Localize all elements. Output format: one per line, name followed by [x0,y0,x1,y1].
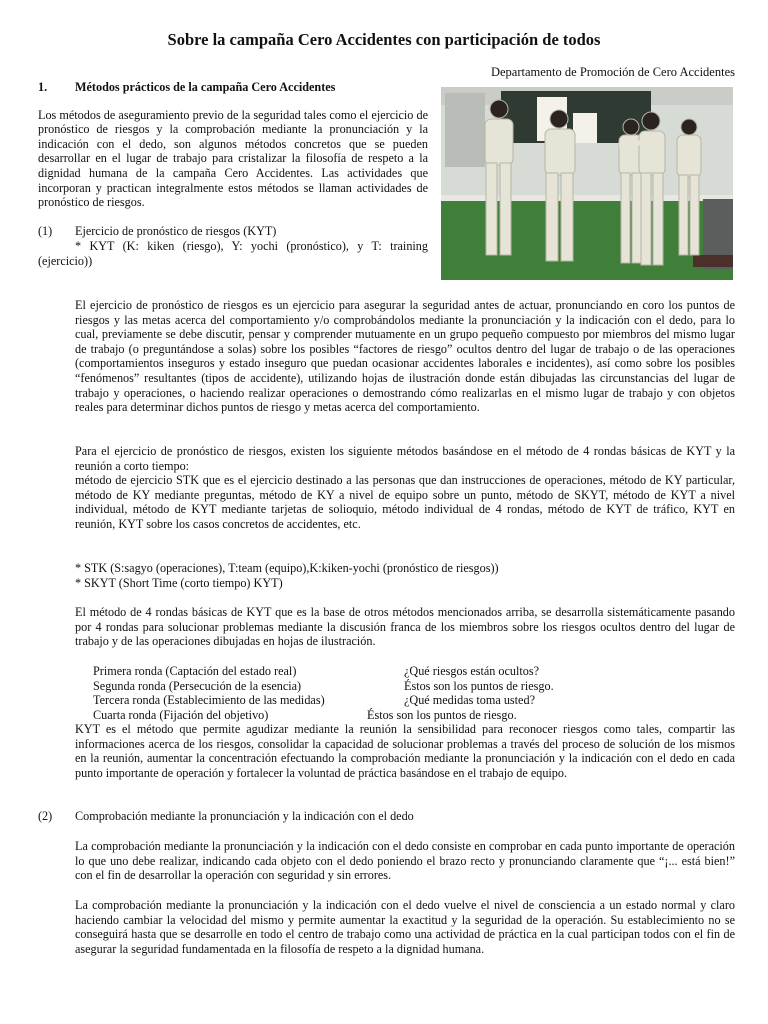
stk-note: * STK (S:sagyo (operaciones), T:team (equipo),K:kiken-yochi (pronóstico de riesgos)) [75,561,499,575]
subsection-title: Ejercicio de pronóstico de riesgos (KYT) [75,224,277,239]
round-answer: Éstos son los puntos de riesgo. [404,678,554,693]
round-answer: ¿Qué medidas toma usted? [404,693,535,708]
subsection-number: (2) [38,809,53,823]
left-column [38,80,428,268]
list-item [93,693,613,708]
paragraph-text: Para el ejercicio de pronóstico de riesgos, existen los siguiente métodos basándose en el método de 4 rondas básicas de KYT y la reunión a corto tiempo: [75,444,735,473]
paragraph-pointing-definition [75,839,735,883]
paragraph-methods [75,444,735,532]
notes-block [75,561,735,590]
department-name: Departamento de Promoción de Cero Accidentes [490,65,735,79]
round-name: Segunda ronda (Persecución de la esencia) [93,678,302,693]
subsection-1-heading [38,224,428,239]
section-1-intro: Los métodos de aseguramiento previo de la seguridad tales como el ejercicio de pronóstico de riesgos y la comprobación mediante la pronunciación y la indicación con el dedo, son algunos métodos concretos que se pueden desarrollar en el lugar de trabajo para cristalizar la filosofía de respeto a la dignidad humana de la campaña Cero Accidentes. Las actividades que incorporan y practican integralmente estos métodos se llaman actividades de pronóstico de riesgos. [38,107,428,210]
paragraph-text: KYT es el método que permite agudizar mediante la reunión la sensibilidad para reconocer riesgos como tales, compartir las informaciones acerca de los riesgos, consolidar la capacidad de solucionar problemas a través del proceso de solución de los mismos en la reunión, aumentar la concentración efectuando la comprobación mediante la pronunciación y la indicación con el dedo en cada punto importante de operación y fortalecer la voluntad de práctica basándose en el trabajo de equipo. [75,722,735,780]
paragraph-kyt-benefits [75,722,735,780]
kyt-note: * KYT (K: kiken (riesgo), Y: yochi (pronóstico), y T: training (ejercicio)) [38,238,428,268]
skyt-note: * SKYT (Short Time (corto tiempo) KYT) [75,575,283,590]
list-item [93,664,613,679]
paragraph-four-rounds [75,605,735,649]
round-name: Cuarta ronda (Fijación del objetivo) [93,707,269,722]
subsection-title: Comprobación mediante la pronunciación y la indicación con el dedo [75,809,414,823]
section-number: 1. [38,80,48,94]
round-answer: Éstos son los puntos de riesgo. [367,707,517,722]
round-name: Tercera ronda (Establecimiento de las medidas) [93,693,325,708]
section-1-heading [38,80,428,95]
rounds-list [93,664,613,722]
paragraph-text: El ejercicio de pronóstico de riesgos es un ejercicio para asegurar la seguridad antes de actuar, pronunciando en coro los puntos de riesgos y las metas acerca del comportamiento y/o comprobándolos mediante la pronunciación y la indicación con el dedo, para lo cual, previamente se debe discutir, pensar y comprender mutuamente en un grupo pequeño compuesto por miembros del mismo lugar de trabajo (o preguntándose a solas) sobre los posibles “factores de riesgo” ocultos dentro del lugar de trabajo o de las operaciones (comportamientos inseguros y estado inseguro que puedan ocasionar accidentes laborales e incidentes), así como sobre los posibles “fenómenos” resultantes (tipos de accidente), utilizando hojas de ilustración donde están dibujadas las circunstancias del lugar de trabajo y operaciones, o haciendo realizar operaciones o demostrando cómo realizarlas en el mismo lugar de trabajo y con objetos reales para determinar dichos puntos de riesgo y metas acerca del comportamiento. [75,298,735,415]
list-item [93,708,613,723]
subsection-2-heading [38,809,414,824]
paragraph-kyt-definition [75,298,735,415]
paragraph-text: método de ejercicio STK que es el ejercicio destinado a las personas que dan instrucciones de operaciones, método de KY particular, método de KY mediante preguntas, método de KY a nivel de equipo sobre un punto, método de SKYT, método de KYT a nivel individual, método de KYT mediante tarjetas de solioquio, método individual de 4 rondas, método de KYT de tráfico, KYT en reunión, KYT sobre los casos concretos de accidentes, etc. [75,473,735,531]
section-title: Métodos prácticos de la campaña Cero Accidentes [75,80,336,94]
round-name: Primera ronda (Captación del estado real) [93,664,297,678]
paragraph-text: La comprobación mediante la pronunciación y la indicación con el dedo consiste en comprobar en cada punto importante de operación lo que uno debe realizar, indicando cada objeto con el dedo poniendo el brazo recto y pronunciando claramente que “¡... está bien!” con el fin de desarrollar la operación con seguridad y sin errores. [75,839,735,883]
paragraph-text: El método de 4 rondas básicas de KYT que es la base de otros métodos mencionados arriba, se desarrolla sistemáticamente pasando por 4 rondas para solucionar problemas mediante la discusión franca de los miembros sobre los riesgos ocultos dentro del lugar de trabajo y de las operaciones dibujadas en hojas de ilustración. [75,605,735,649]
paragraph-text: La comprobación mediante la pronunciación y la indicación con el dedo vuelve el nivel de consciencia a un estado normal y claro haciendo cambiar la velocidad del mismo y permite aumentar la exactitud y la seguridad de la operación. Su establecimiento no se conseguirá hasta que se desarrolle en todo el centro de trabajo como una actividad de práctica en la cual participan todos con el fin de asegurar la seguridad fundamentada en la filosofía de respeto a la dignidad humana. [75,898,735,956]
workers-photo [441,87,733,280]
document-title: Sobre la campaña Cero Accidentes con participación de todos [167,30,601,49]
round-answer: ¿Qué riesgos están ocultos? [404,664,540,678]
subsection-number: (1) [38,224,53,239]
list-item [93,679,613,694]
paragraph-pointing-benefits [75,898,735,956]
